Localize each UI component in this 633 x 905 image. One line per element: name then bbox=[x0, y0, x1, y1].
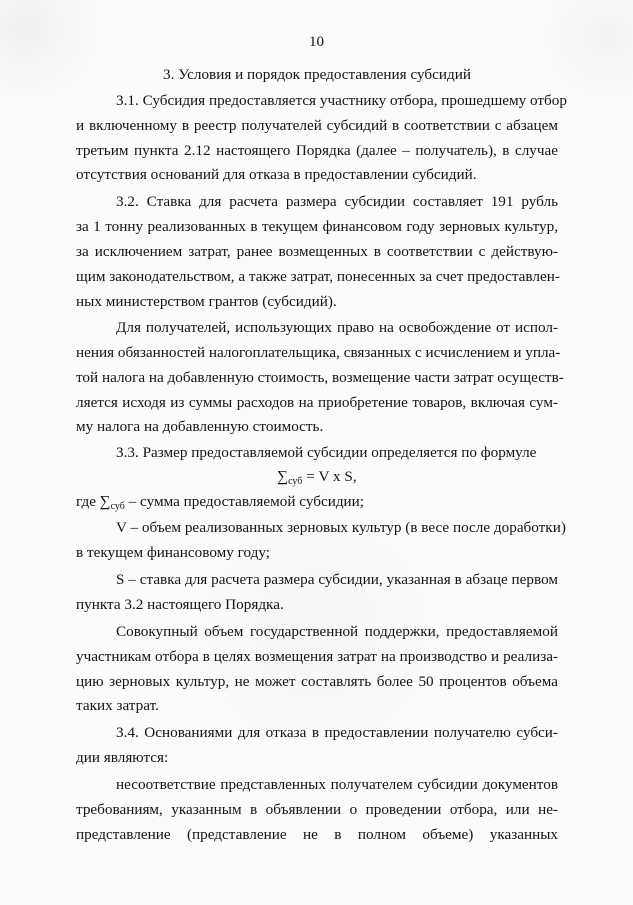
text-line: дии являются: bbox=[76, 749, 169, 766]
text-line: требованиям, указанным в объявлении о проведении отбора, или не- bbox=[76, 801, 558, 818]
definition-text: – сумма предоставляемой субсидии; bbox=[124, 493, 365, 510]
text-line: 3.4. Основаниями для отказа в предоставлении получателю субси- bbox=[116, 724, 558, 741]
text-line: несоответствие представленных получателем субсидии документов bbox=[116, 776, 558, 793]
formula-definition bbox=[76, 493, 558, 516]
page-number: 10 bbox=[309, 34, 324, 50]
text-line: 3.3. Размер предоставляемой субсидии определяется по формуле bbox=[116, 444, 537, 461]
text-line: щим законодательством, а также затрат, понесенных за счет предоставлен- bbox=[76, 268, 560, 285]
text-line: участникам отбора в целях возмещения затрат на производство и реализа- bbox=[76, 648, 558, 665]
sum-symbol: ∑ bbox=[277, 468, 289, 485]
text-line: пункта 3.2 настоящего Порядка. bbox=[76, 596, 284, 613]
text-line: V – объем реализованных зерновых культур (в весе после доработки) bbox=[116, 519, 566, 536]
definition-prefix: где bbox=[76, 493, 100, 510]
text-line: цию зерновых культур, не может составлять более 50 процентов объема bbox=[76, 673, 558, 690]
text-line: третьим пункта 2.12 настоящего Порядка (далее – получатель), в случае bbox=[76, 142, 558, 159]
formula-subscript: суб bbox=[288, 476, 303, 487]
text-line: той налога на добавленную стоимость, возмещение части затрат осуществ- bbox=[76, 369, 564, 386]
text-line: 3.2. Ставка для расчета размера субсидии составляет 191 рубль bbox=[116, 193, 558, 210]
sum-symbol: ∑ bbox=[99, 493, 111, 510]
text-line: в текущем финансовому году; bbox=[76, 544, 270, 561]
text-line: S – ставка для расчета размера субсидии, указанная в абзаце первом bbox=[116, 571, 558, 588]
text-line: Совокупный объем государственной поддержки, предоставляемой bbox=[116, 623, 558, 640]
text-line: и включенному в реестр получателей субсидий в соответствии с абзацем bbox=[76, 117, 558, 134]
formula-expression: = V x S, bbox=[302, 468, 357, 485]
text-line: 3.1. Субсидия предоставляется участнику отбора, прошедшему отбор bbox=[116, 92, 567, 109]
text-line: ляется исходя из суммы расходов на приобретение товаров, включая сум- bbox=[76, 394, 558, 411]
section-title: 3. Условия и порядок предоставления субсидий bbox=[163, 66, 471, 83]
text-line: Для получателей, использующих право на освобождение от испол- bbox=[116, 319, 558, 336]
text-line: за исключением затрат, ранее возмещенных в соответствии с действую- bbox=[76, 243, 558, 260]
text-line: отсутствия оснований для отказа в предоставлении субсидий. bbox=[76, 166, 477, 183]
text-line: представление (представление не в полном объеме) указанных bbox=[76, 826, 558, 843]
definition-subscript: суб bbox=[110, 501, 125, 512]
formula bbox=[76, 468, 558, 491]
text-line: нения обязанностей налогоплательщика, связанных с исчислением и упла- bbox=[76, 344, 561, 361]
text-line: таких затрат. bbox=[76, 697, 159, 714]
text-line: му налога на добавленную стоимость. bbox=[76, 418, 324, 435]
text-line: за 1 тонну реализованных в текущем финансовом году зерновых культур, bbox=[76, 218, 558, 235]
text-line: ных министерством грантов (субсидий). bbox=[76, 293, 337, 310]
